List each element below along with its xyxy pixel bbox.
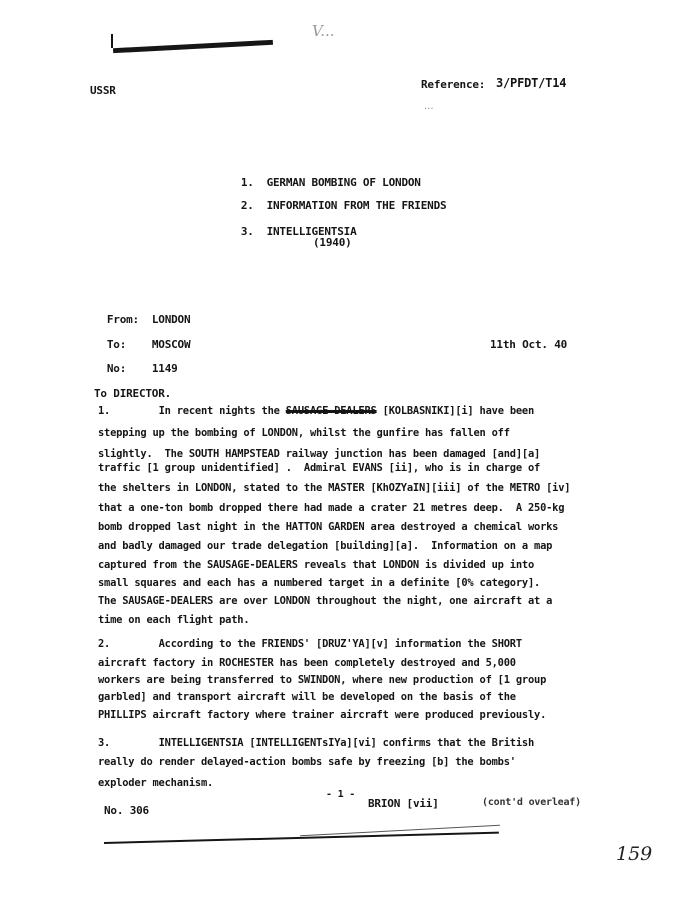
para1-line11: The SAUSAGE-DEALERS are over LONDON throughout the night, one aircraft at a (98, 595, 553, 607)
page-number: - 1 - (326, 789, 356, 800)
para1-line1-b: [KOLBASNIKI][i] have been (376, 405, 535, 417)
para2-line5: PHILLIPS aircraft factory where trainer aircraft were produced previously. (98, 709, 547, 721)
para3-line1-text: INTELLIGENTSIA [INTELLIGENTsIYa][vi] confirms that the British (158, 737, 535, 749)
redaction-stroke (113, 40, 273, 53)
country-label: USSR (90, 84, 116, 97)
to-value: MOSCOW (151, 338, 191, 351)
para1-line5: the shelters in LONDON, stated to the MASTER [KhOZYaIN][iii] of the METRO [iv] (98, 482, 571, 494)
para2-line2: aircraft factory in ROCHESTER has been completely destroyed and 5,000 (98, 657, 516, 669)
to-label: To: (106, 338, 127, 351)
no-line (94, 349, 178, 375)
para2-line3: workers are being transferred to SWINDON, where new production of [1 group (98, 674, 547, 686)
para1-line1 (98, 405, 534, 417)
scan-tick (111, 34, 113, 48)
no-value: 1149 (151, 362, 178, 375)
para3-line1 (98, 737, 534, 749)
para1-line3: slightly. The SOUTH HAMPSTEAD railway junction has been damaged [and][a] (98, 448, 541, 460)
title-2-num: 2. (240, 199, 254, 212)
reference-sub: ... (424, 101, 434, 112)
date: 11th Oct. 40 (490, 338, 568, 351)
from-label: From: (106, 313, 139, 326)
para1-num: 1. (98, 405, 111, 417)
para3-line2: really do render delayed-action bombs safe by freezing [b] the bombs' (98, 756, 516, 768)
para3-num: 3. (98, 737, 111, 749)
para1-line9: captured from the SAUSAGE-DEALERS reveals that LONDON is divided up into (98, 559, 535, 571)
para2-line1 (98, 638, 522, 650)
para1-line4: traffic [1 group unidentified] . Admiral EVANS [ii], who is in charge of (98, 462, 541, 474)
para2-num: 2. (98, 638, 111, 650)
para2-line1-text: According to the FRIENDS' [DRUZ'YA][v] information the SHORT (158, 638, 522, 650)
title-1-num: 1. (240, 176, 254, 189)
para1-line10: small squares and each has a numbered target in a definite [0% category]. (98, 577, 541, 589)
para3-line3: exploder mechanism. (98, 777, 214, 789)
title-2-text: INFORMATION FROM THE FRIENDS (266, 199, 447, 212)
para1-line2: stepping up the bombing of LONDON, whilst the gunfire has fallen off (98, 427, 510, 439)
bottom-rule (104, 832, 499, 844)
title-3-num: 3. (240, 225, 254, 238)
handwritten-note: V... (312, 22, 335, 40)
title-2 (228, 186, 446, 212)
from-value: LONDON (151, 313, 191, 326)
no-label: No: (106, 362, 127, 375)
to-line (94, 325, 190, 351)
salutation: To DIRECTOR. (94, 387, 172, 400)
folio-number: 159 (616, 843, 653, 865)
year: (1940) (313, 236, 352, 249)
from-line (94, 300, 190, 326)
para1-struck-codename: SAUSAGE-DEALERS (285, 405, 377, 417)
para1-line1-a: In recent nights the (158, 405, 286, 417)
para1-line12: time on each flight path. (98, 614, 250, 626)
reference-value: 3/PFDT/T14 (496, 76, 567, 90)
title-3 (228, 212, 357, 238)
continued-note: (cont'd overleaf) (482, 797, 581, 808)
para2-line4: garbled] and transport aircraft will be developed on the basis of the (98, 691, 516, 703)
reference-label: Reference: (421, 78, 486, 91)
para1-line7: bomb dropped last night in the HATTON GARDEN area destroyed a chemical works (98, 521, 559, 533)
title-1-text: GERMAN BOMBING OF LONDON (266, 176, 421, 189)
para1-line6: that a one-ton bomb dropped there had made a crater 21 metres deep. A 250-kg (98, 502, 565, 514)
message-number: No. 306 (104, 804, 149, 817)
title-3-text: INTELLIGENTSIA (266, 225, 357, 238)
para1-line8: and badly damaged our trade delegation [building][a]. Information on a map (98, 540, 553, 552)
signature: BRION [vii] (368, 797, 439, 810)
